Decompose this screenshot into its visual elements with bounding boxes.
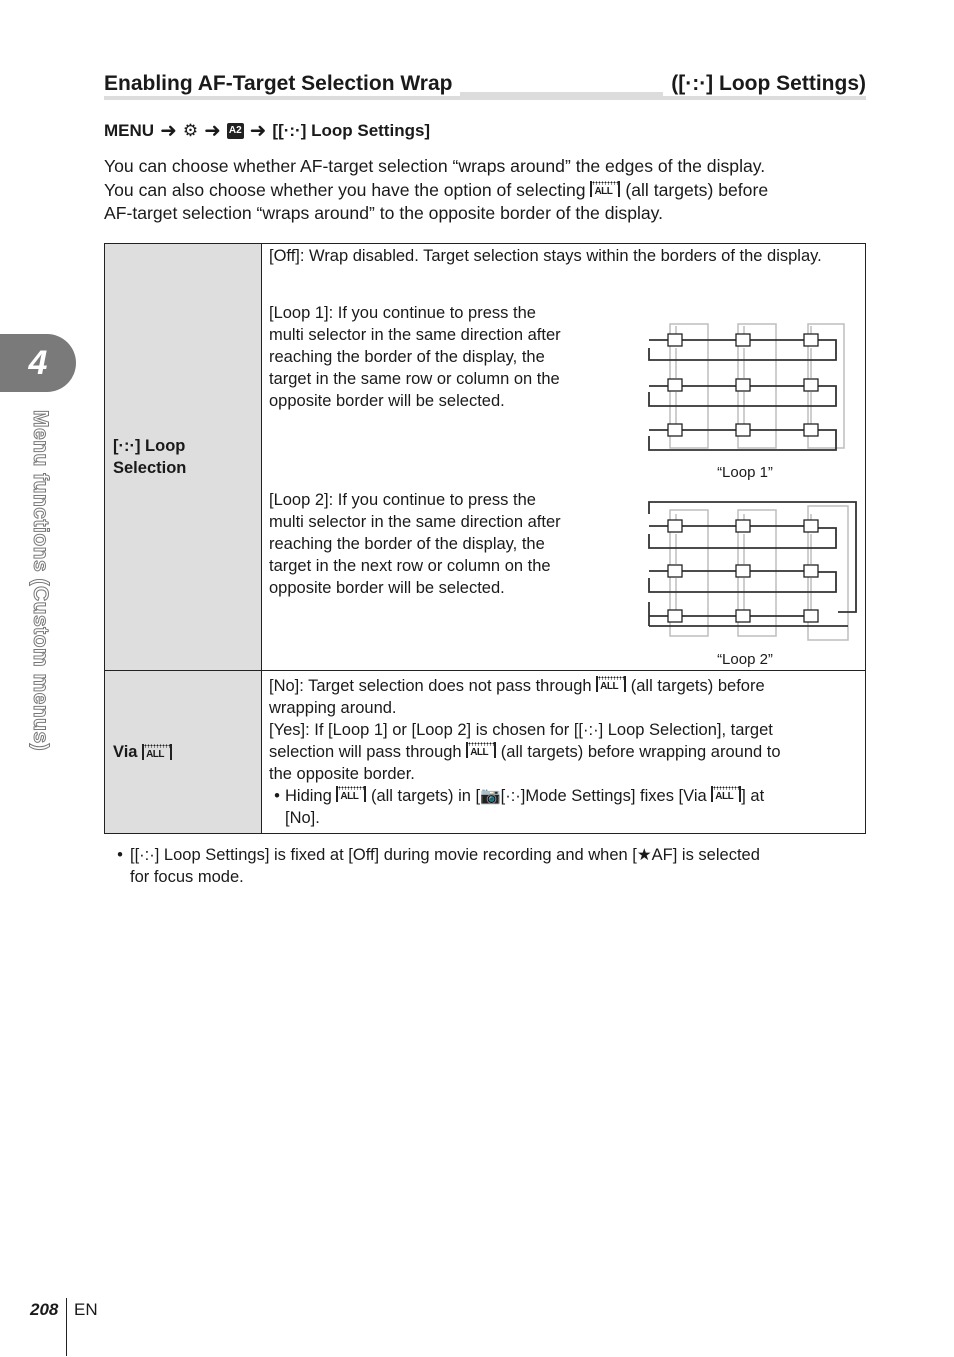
- note-text: for focus mode.: [130, 868, 244, 886]
- loop1-description: [Loop 1]: If you continue to press the multi selector in the same direction after reaching the border of the display, the target in the same row or column on the opposite border will be selected.: [269, 304, 561, 410]
- loop1-caption: “Loop 1”: [717, 464, 773, 481]
- camera-icon: 📷: [480, 787, 501, 805]
- menu-path: [104, 121, 430, 141]
- custom-menu-tab-icon: A2: [227, 123, 244, 139]
- bullet-item: • Hiding ALL (all targets) in [📷[·:·]Mode Settings] fixes [Via ALL ] at [No].: [274, 787, 765, 827]
- note-text: [[·:·] Loop Settings] is fixed at [Off] during movie recording and when [★AF] is selected: [130, 846, 760, 864]
- row-description: [262, 244, 865, 670]
- row-label-text: Via: [113, 743, 138, 761]
- intro-line: AF-target selection “wraps around” to the opposite border of the display.: [104, 203, 664, 223]
- intro-text: You can also choose whether you have the option of selecting: [104, 179, 591, 200]
- settings-table: [104, 243, 866, 834]
- off-description: [Off]: Wrap disabled. Target selection stays within the borders of the display.: [269, 247, 822, 265]
- intro-line: You can choose whether AF-target selection “wraps around” the edges of the display.: [104, 156, 766, 176]
- loop2-description: [Loop 2]: If you continue to press the multi selector in the same direction after reaching the border of the display, the target in the next row or column on the opposite border will be selected.: [269, 491, 561, 597]
- section-title: Enabling AF-Target Selection Wrap: [104, 72, 460, 96]
- footer-divider: [66, 1298, 67, 1356]
- loop2-diagram: [648, 498, 858, 646]
- table-row: [105, 671, 865, 833]
- loop1-diagram: [648, 320, 854, 460]
- all-targets-icon: ALL: [142, 744, 172, 760]
- menu-item-label: [[·:·] Loop Settings]: [272, 121, 431, 140]
- row-label-text: [·:·] Loop: [113, 437, 186, 455]
- chapter-number: 4: [28, 344, 48, 382]
- via-no-line: wrapping around.: [269, 699, 397, 717]
- section-title-right: ([·:·] Loop Settings): [663, 72, 866, 96]
- all-targets-icon: ALL: [711, 786, 741, 802]
- all-targets-icon: ALL: [466, 742, 496, 758]
- intro-line: [104, 179, 864, 203]
- row-label-text: Selection: [113, 459, 187, 477]
- loop2-caption: “Loop 2”: [717, 651, 773, 668]
- via-yes-line: [Yes]: If [Loop 1] or [Loop 2] is chosen for [[·:·] Loop Selection], target: [269, 721, 773, 739]
- via-no-line: [No]: Target selection does not pass through ALL (all targets) before: [269, 677, 765, 695]
- intro-paragraph: [104, 155, 864, 226]
- note-bullet: • [[·:·] Loop Settings] is fixed at [Off] during movie recording and when [★AF] is selected for focus mode.: [117, 846, 760, 886]
- via-yes-line: selection will pass through ALL (all targets) before wrapping around to: [269, 743, 781, 761]
- row-label: [105, 244, 262, 670]
- intro-text: (all targets) before: [620, 179, 769, 200]
- menu-label: MENU: [104, 121, 155, 140]
- table-row: [105, 244, 865, 671]
- all-targets-icon: ALL: [590, 181, 620, 197]
- row-description: [262, 671, 865, 833]
- chapter-title: Menu functions (Custom menus): [29, 410, 52, 752]
- language-label: EN: [74, 1300, 98, 1319]
- arrow-right-icon: ➜: [249, 120, 267, 142]
- all-targets-icon: ALL: [336, 786, 366, 802]
- gear-icon: ⚙: [182, 121, 199, 140]
- all-targets-icon: ALL: [596, 676, 626, 692]
- arrow-right-icon: ➜: [160, 120, 177, 142]
- row-label: [105, 671, 262, 833]
- via-yes-line: the opposite border.: [269, 765, 415, 783]
- arrow-right-icon: ➜: [204, 120, 221, 142]
- page-number: 208: [30, 1300, 59, 1319]
